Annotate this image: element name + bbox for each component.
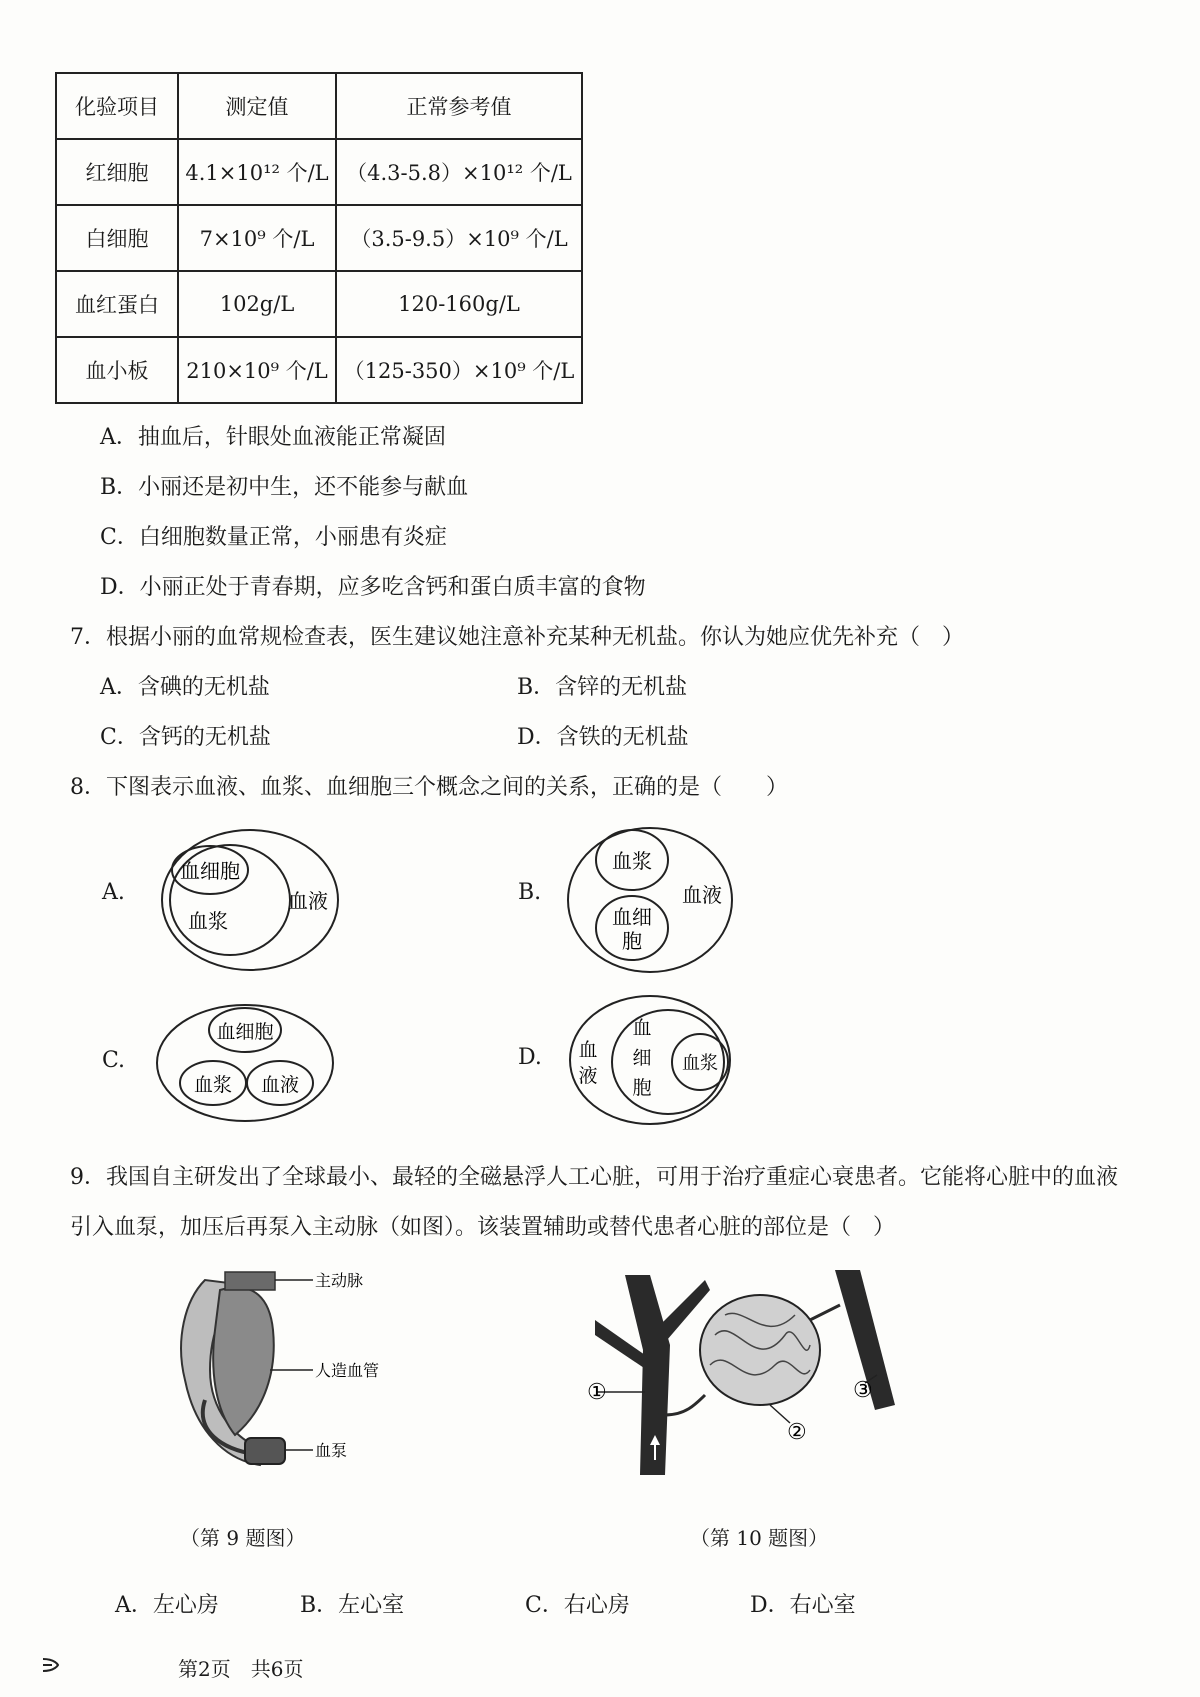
table-cell: 血红蛋白 — [56, 271, 178, 337]
q8-diagram-a — [150, 820, 350, 980]
vessel-1 — [625, 1275, 670, 1475]
blood-test-table — [55, 72, 583, 404]
table-cell: 120-160g/L — [336, 271, 582, 337]
aorta-shape — [225, 1272, 275, 1290]
capillary-link-right — [810, 1305, 840, 1320]
label-blood: 血液 — [682, 883, 722, 907]
label-plasma: 血浆 — [188, 909, 228, 933]
table-cell: 102g/L — [178, 271, 336, 337]
q9-stem-line-2: 引入血泵，加压后再泵入主动脉（如图）。该装置辅助或替代患者心脏的部位是（ ） — [70, 1215, 896, 1240]
label-blood-cell-1: 血 — [632, 1017, 652, 1039]
label-blood-1: 血 — [578, 1039, 598, 1061]
pump-shape — [245, 1438, 285, 1464]
q9-option-a: A．左心房 — [115, 1593, 219, 1618]
capillary-link-left — [665, 1395, 705, 1415]
label-artificial-vessel: 人造血管 — [315, 1361, 380, 1380]
capillary-network — [700, 1295, 820, 1405]
q7-option-a: A．含碘的无机盐 — [100, 675, 270, 700]
q8-diagram-b — [560, 820, 740, 980]
q7-option-d: D．含铁的无机盐 — [517, 725, 689, 750]
table-cell: 血小板 — [56, 337, 178, 403]
table-header-cell: 测定值 — [178, 73, 336, 139]
q8-diagram-c — [150, 998, 340, 1128]
q6-option-b: B．小丽还是初中生，还不能参与献血 — [100, 475, 469, 500]
page-number: 第2页 共6页 — [178, 1657, 304, 1681]
table-cell: 210×10⁹ 个/L — [178, 337, 336, 403]
table-cell: （3.5-9.5）×10⁹ 个/L — [336, 205, 582, 271]
table-cell: 4.1×10¹² 个/L — [178, 139, 336, 205]
table-header-cell: 化验项目 — [56, 73, 178, 139]
label-blood-cell-1: 血细 — [612, 905, 652, 929]
q9-option-c: C．右心房 — [525, 1593, 630, 1618]
margin-mark-icon — [40, 1655, 64, 1675]
q7-option-b: B．含锌的无机盐 — [517, 675, 688, 700]
table-row — [56, 337, 582, 403]
label-aorta: 主动脉 — [315, 1271, 364, 1290]
figure-9-caption: （第 9 题图） — [180, 1526, 306, 1550]
label-blood-2: 液 — [578, 1065, 598, 1087]
q6-option-a: A．抽血后，针眼处血液能正常凝固 — [100, 425, 446, 450]
label-3: ③ — [853, 1378, 873, 1403]
q9-option-d: D．右心室 — [750, 1593, 856, 1618]
label-plasma: 血浆 — [682, 1053, 718, 1074]
label-1: ① — [587, 1380, 607, 1405]
table-row — [56, 271, 582, 337]
table-cell: 白细胞 — [56, 205, 178, 271]
heart-chamber — [213, 1287, 274, 1435]
q7-option-c: C．含钙的无机盐 — [100, 725, 271, 750]
figure-10-capillary — [587, 1265, 935, 1485]
q9-stem-line-1: 9．我国自主研发出了全球最小、最轻的全磁悬浮人工心脏，可用于治疗重症心衰患者。它能将心脏中的血液 — [70, 1165, 1119, 1190]
q7-stem: 7．根据小丽的血常规检查表，医生建议她注意补充某种无机盐。你认为她应优先补充（ ） — [70, 625, 965, 650]
label-blood: 血液 — [288, 889, 328, 913]
label-blood-cell: 血细胞 — [216, 1021, 274, 1043]
table-row — [56, 205, 582, 271]
q8-option-b-letter: B. — [518, 880, 542, 905]
label-blood-cell-2: 胞 — [622, 929, 642, 953]
table-header-row — [56, 73, 582, 139]
table-row — [56, 139, 582, 205]
q8-option-a-letter: A. — [102, 880, 125, 905]
figure-9-heart-pump — [165, 1260, 395, 1480]
table-cell: （125-350）×10⁹ 个/L — [336, 337, 582, 403]
q8-option-d-letter: D. — [518, 1045, 542, 1070]
q8-stem: 8．下图表示血液、血浆、血细胞三个概念之间的关系，正确的是（ ） — [70, 775, 788, 800]
label-blood-cell-2: 细 — [632, 1047, 652, 1069]
q6-option-d: D．小丽正处于青春期，应多吃含钙和蛋白质丰富的食物 — [100, 575, 646, 600]
table-cell: 红细胞 — [56, 139, 178, 205]
label-plasma: 血浆 — [193, 1074, 233, 1096]
label-blood: 血液 — [260, 1074, 300, 1096]
label-pump: 血泵 — [315, 1441, 348, 1460]
table-cell: （4.3-5.8）×10¹² 个/L — [336, 139, 582, 205]
label-2: ② — [787, 1420, 807, 1445]
label-plasma: 血浆 — [612, 849, 652, 873]
figure-10-caption: （第 10 题图） — [690, 1526, 829, 1550]
table-header-cell: 正常参考值 — [336, 73, 582, 139]
label-blood-cell: 血细胞 — [180, 859, 240, 883]
q9-option-b: B．左心室 — [300, 1593, 405, 1618]
label-blood-cell-3: 胞 — [632, 1077, 652, 1099]
q6-option-c: C．白细胞数量正常，小丽患有炎症 — [100, 525, 447, 550]
q8-option-c-letter: C. — [102, 1048, 126, 1073]
table-cell: 7×10⁹ 个/L — [178, 205, 336, 271]
q8-diagram-d — [562, 990, 742, 1130]
